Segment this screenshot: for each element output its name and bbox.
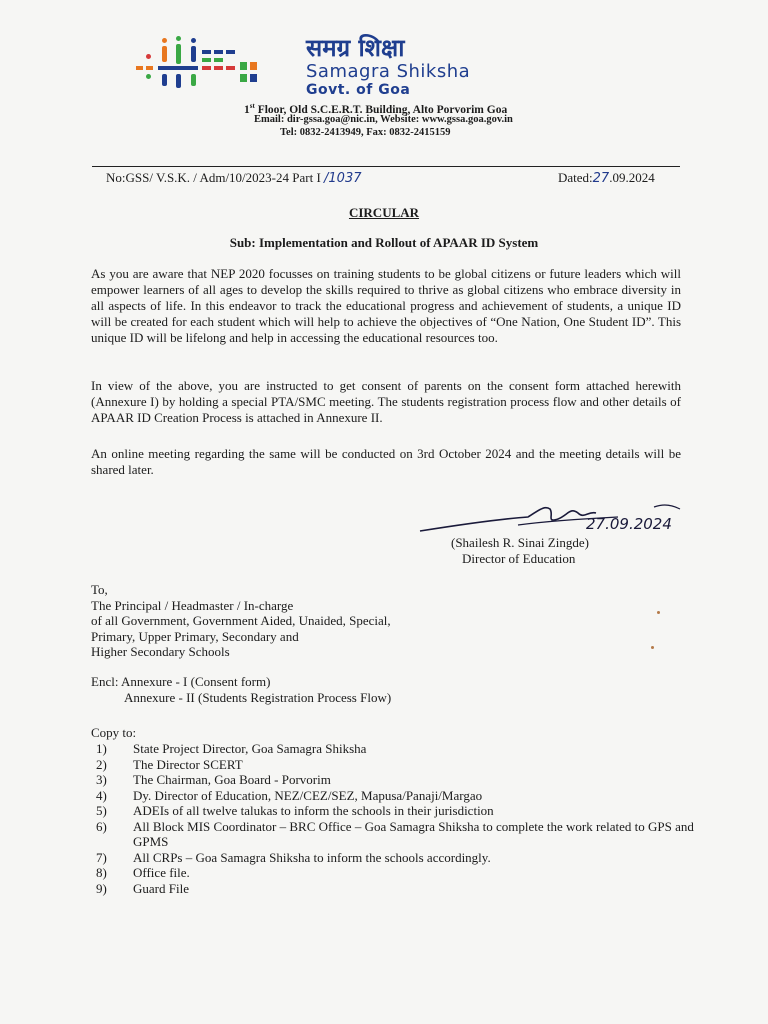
item-text: Office file. xyxy=(133,865,190,880)
body-paragraph-1: As you are aware that NEP 2020 focusses on training students to be global citizens or future leaders which will empower learners of all ages to develop the skills required to thrive as global citizens who embrace diversity in all aspects of life. In this endeavor to track the educational progress and achievement of students, a unique ID will be created for each student which will help to achieve the objectives of “One Nation, One Student ID”. This unique ID will be lifelong and help in accessing the educational resources too. xyxy=(91,266,681,345)
item-text: The Chairman, Goa Board - Porvorim xyxy=(133,772,331,787)
floor-number: 1 xyxy=(244,103,250,116)
email-website-line: Email: dir-gssa.goa@nic.in, Website: www.gssa.goa.gov.in xyxy=(254,114,513,125)
to-line: Higher Secondary Schools xyxy=(91,644,230,659)
signatory-name: (Shailesh R. Sinai Zingde) xyxy=(451,535,589,550)
item-number: 7) xyxy=(96,849,107,865)
item-text: State Project Director, Goa Samagra Shiksha xyxy=(133,741,367,756)
body-paragraph-3: An online meeting regarding the same will be conducted on 3rd October 2024 and the meeting details will be shared later. xyxy=(91,446,681,477)
org-name: Samagra Shiksha xyxy=(306,61,471,82)
list-item xyxy=(96,865,696,881)
item-text: ADEIs of all twelve talukas to inform the schools in their jurisdiction xyxy=(133,803,494,818)
document-title: CIRCULAR xyxy=(348,205,420,220)
tel-fax-line: Tel: 0832-2413949, Fax: 0832-2415159 xyxy=(280,127,451,138)
address-text: Floor, Old S.C.E.R.T. Building, Alto Porvorim Goa xyxy=(257,103,508,116)
item-text: Guard File xyxy=(133,880,189,896)
govt-label: Govt. of Goa xyxy=(306,82,411,98)
to-line: Primary, Upper Primary, Secondary and xyxy=(91,628,299,644)
item-number: 4) xyxy=(96,787,107,803)
to-line: To, xyxy=(91,582,108,597)
list-item xyxy=(96,803,696,819)
to-line: of all Government, Government Aided, Unaided, Special, xyxy=(91,613,391,628)
header-divider xyxy=(92,166,680,167)
list-item xyxy=(96,741,696,757)
item-number: 6) xyxy=(96,818,107,834)
item-text: All CRPs – Goa Samagra Shiksha to inform the schools accordingly. xyxy=(133,849,491,865)
handwritten-day: 27 xyxy=(592,171,610,186)
subject-line: Sub: Implementation and Rollout of APAAR ID System xyxy=(229,235,539,250)
list-item xyxy=(96,772,696,788)
list-item xyxy=(96,819,696,850)
scan-speck xyxy=(651,646,654,649)
date-line xyxy=(558,170,655,186)
item-number: 8) xyxy=(96,865,107,880)
list-item xyxy=(96,881,696,897)
handwritten-ref: /1037 xyxy=(324,171,362,186)
item-text: The Director SCERT xyxy=(133,756,243,772)
body-paragraph-2: In view of the above, you are instructed to get consent of parents on the consent form attached herewith (Annexure I) by holding a special PTA/SMC meeting. The students registration process flow and other details of APAAR ID Creation Process is attached in Annexure II. xyxy=(91,378,681,425)
org-name-hindi: समग्र शिक्षा xyxy=(306,34,405,62)
recipients-block xyxy=(91,582,391,660)
item-number: 3) xyxy=(96,772,107,787)
dated-rest: .09.2024 xyxy=(609,170,655,185)
signature-date: 27.09.2024 xyxy=(586,515,672,533)
reference-number xyxy=(106,170,362,186)
list-item xyxy=(96,757,696,773)
reference-text: No:GSS/ V.S.K. / Adm/10/2023-24 Part I xyxy=(106,170,321,185)
item-text: All Block MIS Coordinator – BRC Office – Goa Samagra Shiksha to complete the work related to GPS and GPMS xyxy=(133,818,694,849)
item-number: 2) xyxy=(96,756,107,772)
list-item xyxy=(96,850,696,866)
samagra-shiksha-logo xyxy=(136,36,268,88)
item-number: 9) xyxy=(96,880,107,896)
enclosure-2: Annexure - II (Students Registration Process Flow) xyxy=(124,690,392,705)
scan-speck xyxy=(657,611,660,614)
item-number: 5) xyxy=(96,803,107,818)
enclosure-1: Encl: Annexure - I (Consent form) xyxy=(91,674,271,689)
dated-label: Dated: xyxy=(558,170,593,185)
signatory-designation: Director of Education xyxy=(462,551,576,566)
floor-suffix: st xyxy=(249,102,255,110)
item-number: 1) xyxy=(96,741,107,756)
item-text: Dy. Director of Education, NEZ/CEZ/SEZ, Mapusa/Panaji/Margao xyxy=(133,787,483,803)
list-item xyxy=(96,788,696,804)
to-line: The Principal / Headmaster / In-charge xyxy=(91,597,294,613)
copy-to-list xyxy=(96,741,696,896)
copy-to-label: Copy to: xyxy=(91,725,137,740)
